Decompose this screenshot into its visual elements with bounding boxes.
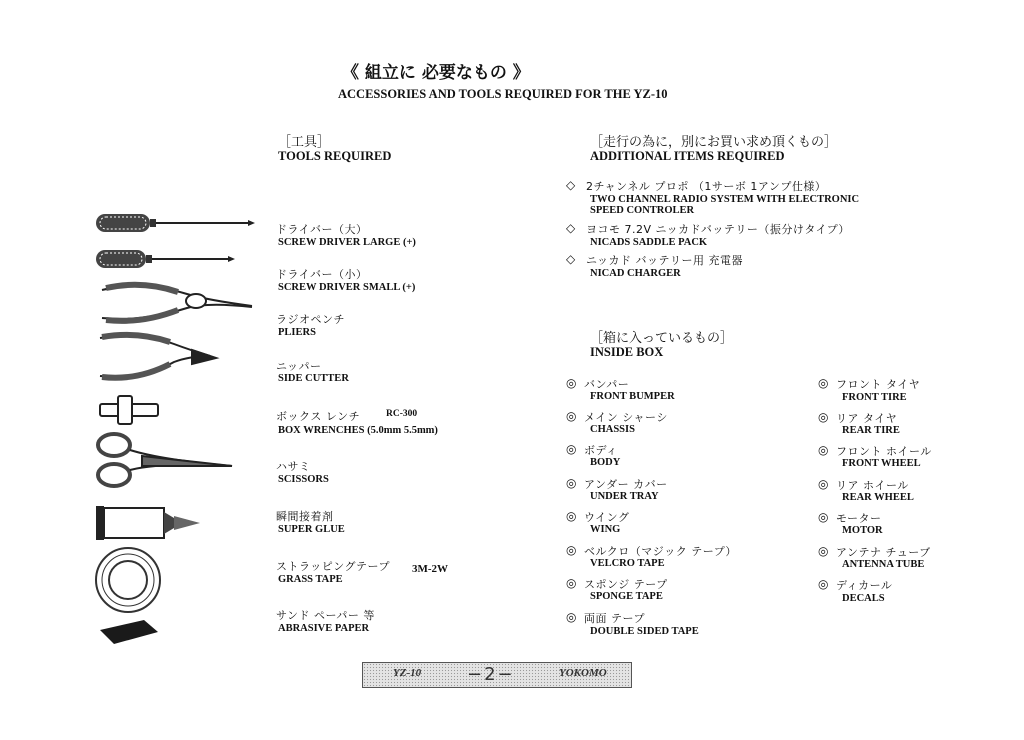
box-item-jp: スポンジ テープ bbox=[584, 578, 668, 591]
circle-bullet-icon: ◎ bbox=[566, 476, 577, 490]
screwdriver-large-icon bbox=[96, 214, 255, 232]
sandpaper-icon bbox=[100, 620, 158, 644]
box-item-jp: メイン シャーシ bbox=[584, 411, 668, 424]
circle-bullet-icon: ◎ bbox=[566, 376, 577, 390]
circle-bullet-icon: ◎ bbox=[566, 576, 577, 590]
tape-roll-icon bbox=[96, 548, 160, 612]
box-item-en: BODY bbox=[590, 457, 621, 468]
tool-label-en: SUPER GLUE bbox=[278, 524, 345, 535]
box-item-en: FRONT BUMPER bbox=[590, 391, 675, 402]
tool-label-en: ABRASIVE PAPER bbox=[278, 623, 370, 634]
additional-item-jp: ニッカド バッテリー用 充電器 bbox=[586, 254, 744, 267]
tool-label-jp: サンド ペーパー 等 bbox=[276, 609, 375, 622]
additional-item-jp: ヨコモ 7.2V ニッカドバッテリー（振分けタイプ） bbox=[586, 223, 850, 236]
tool-label-en: GRASS TAPE bbox=[278, 574, 343, 585]
tool-label-jp: ニッパー bbox=[276, 360, 322, 373]
box-item-en: DOUBLE SIDED TAPE bbox=[590, 626, 699, 637]
box-item-en: FRONT WHEEL bbox=[842, 458, 921, 469]
tools-heading-en: TOOLS REQUIRED bbox=[278, 149, 392, 163]
additional-item-en: NICAD CHARGER bbox=[590, 268, 681, 279]
screwdriver-small-icon bbox=[96, 250, 235, 268]
box-item-jp: ウイング bbox=[584, 511, 630, 524]
box-item-jp: フロント タイヤ bbox=[836, 378, 921, 391]
diamond-bullet-icon: ◇ bbox=[566, 252, 576, 266]
circle-bullet-icon: ◎ bbox=[818, 443, 829, 457]
circle-bullet-icon: ◎ bbox=[818, 376, 829, 390]
circle-bullet-icon: ◎ bbox=[818, 477, 829, 491]
box-item-jp: アンダー カバー bbox=[584, 478, 668, 491]
tool-label-jp: ドライバー（大） bbox=[276, 223, 368, 236]
tool-label-en: PLIERS bbox=[278, 327, 316, 338]
page-title-en: ACCESSORIES AND TOOLS REQUIRED FOR THE YZ-10 bbox=[338, 87, 668, 101]
box-item-jp: ベルクロ（マジック テープ） bbox=[584, 545, 737, 558]
tool-label-en: SCREW DRIVER LARGE (+) bbox=[278, 237, 416, 248]
box-item-jp: フロント ホイール bbox=[836, 445, 932, 458]
circle-bullet-icon: ◎ bbox=[566, 409, 577, 423]
box-item-en: WING bbox=[590, 524, 621, 535]
box-item-jp: アンテナ チューブ bbox=[836, 546, 931, 559]
box-item-en: VELCRO TAPE bbox=[590, 558, 665, 569]
tool-label-en: SCREW DRIVER SMALL (+) bbox=[278, 282, 416, 293]
box-item-jp: バンパー bbox=[584, 378, 630, 391]
footer-model: YZ-10 bbox=[393, 667, 422, 679]
box-item-jp: リア タイヤ bbox=[836, 412, 898, 425]
box-item-jp: ディカール bbox=[836, 579, 893, 592]
diamond-bullet-icon: ◇ bbox=[566, 178, 576, 192]
box-item-en: REAR TIRE bbox=[842, 425, 900, 436]
box-item-jp: モーター bbox=[836, 512, 882, 525]
tool-illustrations bbox=[92, 210, 257, 660]
tool-label-jp: ハサミ bbox=[276, 460, 311, 473]
additional-item-en: TWO CHANNEL RADIO SYSTEM WITH ELECTRONIC bbox=[590, 194, 860, 205]
tool-label-en: SCISSORS bbox=[278, 474, 329, 485]
additional-heading-en: ADDITIONAL ITEMS REQUIRED bbox=[590, 149, 785, 163]
box-item-en: SPONGE TAPE bbox=[590, 591, 663, 602]
inside-box-heading-en: INSIDE BOX bbox=[590, 345, 664, 359]
tool-label-jp: ラジオペンチ bbox=[276, 313, 345, 326]
tool-label-jp: ストラッピングテープ bbox=[276, 560, 391, 573]
tool-label-jp: ボックス レンチ bbox=[276, 410, 361, 423]
circle-bullet-icon: ◎ bbox=[818, 544, 829, 558]
circle-bullet-icon: ◎ bbox=[818, 577, 829, 591]
box-wrench-icon bbox=[100, 396, 158, 424]
box-item-jp: リア ホイール bbox=[836, 479, 909, 492]
additional-item-en: NICADS SADDLE PACK bbox=[590, 237, 708, 248]
circle-bullet-icon: ◎ bbox=[818, 510, 829, 524]
box-item-jp: 両面 テープ bbox=[584, 612, 645, 625]
tool-model-number: 3M-2W bbox=[412, 563, 449, 575]
tool-label-en: SIDE CUTTER bbox=[278, 373, 349, 384]
box-item-en: DECALS bbox=[842, 593, 885, 604]
box-item-en: MOTOR bbox=[842, 525, 883, 536]
box-item-jp: ボディ bbox=[584, 444, 618, 457]
scissors-icon bbox=[98, 434, 232, 486]
box-item-en: ANTENNA TUBE bbox=[842, 559, 925, 570]
tool-model-number: RC-300 bbox=[386, 409, 418, 419]
box-item-en: FRONT TIRE bbox=[842, 392, 907, 403]
tool-label-en: BOX WRENCHES (5.0mm 5.5mm) bbox=[278, 425, 438, 436]
circle-bullet-icon: ◎ bbox=[566, 543, 577, 557]
circle-bullet-icon: ◎ bbox=[566, 509, 577, 523]
box-item-en: REAR WHEEL bbox=[842, 492, 914, 503]
circle-bullet-icon: ◎ bbox=[818, 410, 829, 424]
tools-heading-jp: ［工具］ bbox=[278, 135, 331, 150]
circle-bullet-icon: ◎ bbox=[566, 610, 577, 624]
tool-label-jp: 瞬間接着剤 bbox=[276, 510, 334, 523]
box-item-en: UNDER TRAY bbox=[590, 491, 659, 502]
box-item-en: CHASSIS bbox=[590, 424, 635, 435]
circle-bullet-icon: ◎ bbox=[566, 442, 577, 456]
inside-box-heading-jp: ［箱に入っているもの］ bbox=[590, 331, 734, 346]
side-cutter-icon bbox=[100, 335, 216, 378]
additional-item-jp: 2チャンネル プロポ （1サーボ 1アンプ仕様） bbox=[586, 180, 827, 193]
additional-item-en: SPEED CONTROLER bbox=[590, 205, 695, 216]
footer-brand: YOKOMO bbox=[559, 667, 607, 679]
tool-label-jp: ドライバー（小） bbox=[276, 268, 368, 281]
glue-tube-icon bbox=[96, 506, 200, 540]
page-footer bbox=[362, 662, 632, 688]
page-title-jp: 《 組立に 必要なもの 》 bbox=[342, 63, 530, 83]
additional-heading-jp: ［走行の為に，別にお買い求め頂くもの］ bbox=[590, 135, 838, 150]
diamond-bullet-icon: ◇ bbox=[566, 221, 576, 235]
page-number: −2− bbox=[467, 664, 515, 685]
pliers-icon bbox=[102, 285, 252, 321]
